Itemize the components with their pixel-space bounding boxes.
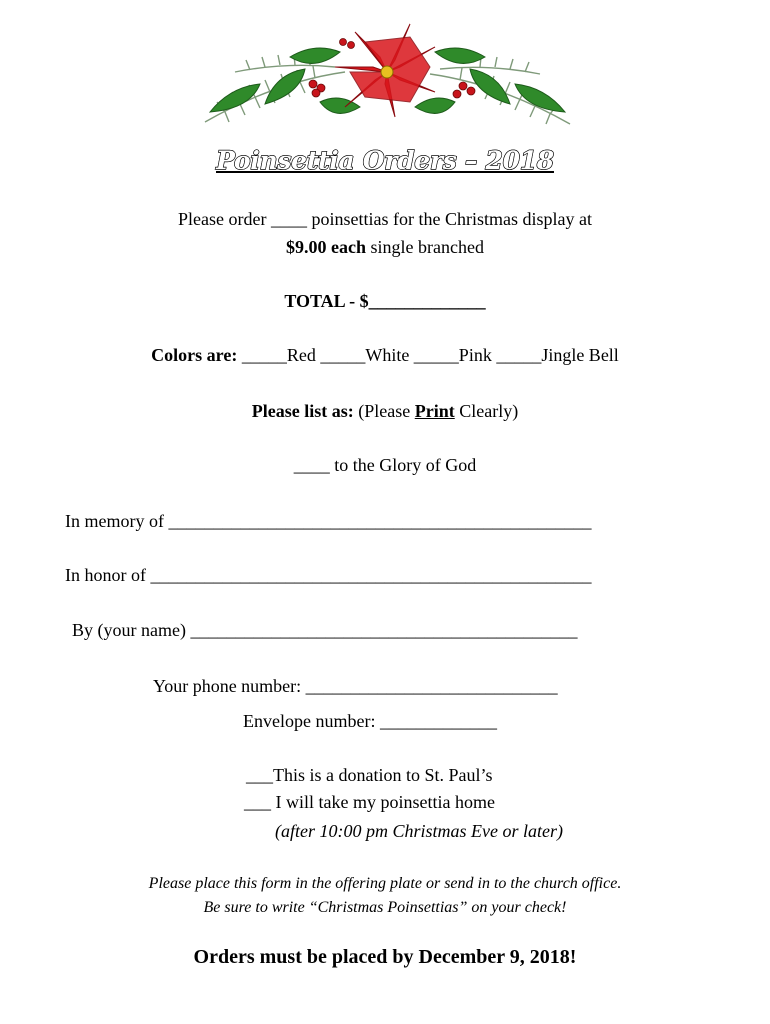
in-memory-of-line: In memory of _______________________________________________ xyxy=(65,511,592,531)
list-as-label: Please list as: xyxy=(251,401,354,421)
poinsettia-wreath-illustration xyxy=(195,12,580,137)
by-your-name-line: By (your name) ___________________________________________ xyxy=(72,620,578,640)
price-suffix: single branched xyxy=(366,237,484,257)
donation-option: ___This is a donation to St. Paul’s xyxy=(246,765,493,785)
price-line xyxy=(0,236,770,258)
list-as-post: Clearly) xyxy=(454,401,519,421)
phone-number-line: Your phone number: ____________________________ xyxy=(153,676,558,696)
total-line: TOTAL - $_____________ xyxy=(284,291,486,311)
colors-label: Colors are: xyxy=(151,345,238,365)
envelope-number-line: Envelope number: _____________ xyxy=(243,711,497,731)
colors-options: _____Red _____White _____Pink _____Jingle Bell xyxy=(237,345,619,365)
in-honor-of-line: In honor of _________________________________________________ xyxy=(65,565,592,585)
glory-of-god-line: ____ to the Glory of God xyxy=(293,455,477,475)
price-value: $9.00 each xyxy=(286,237,367,257)
colors-line xyxy=(0,344,770,366)
take-home-option: ___ I will take my poinsettia home xyxy=(244,792,495,812)
print-emphasis: Print xyxy=(414,401,455,421)
instruction-line-2: Be sure to write “Christmas Poinsettias” on your check! xyxy=(203,899,567,916)
page-title: Poinsettia Orders – 2018 xyxy=(216,146,554,175)
list-as-pre: (Please xyxy=(353,401,415,421)
order-quantity-line: Please order ____ poinsettias for the Christmas display at xyxy=(178,209,592,229)
take-home-note: (after 10:00 pm Christmas Eve or later) xyxy=(275,821,563,841)
list-as-line xyxy=(0,400,770,422)
poinsettia-flower xyxy=(335,24,435,117)
deadline-notice: Orders must be placed by December 9, 2018! xyxy=(193,946,577,968)
instruction-line-1: Please place this form in the offering plate or send in to the church office. xyxy=(148,875,622,892)
